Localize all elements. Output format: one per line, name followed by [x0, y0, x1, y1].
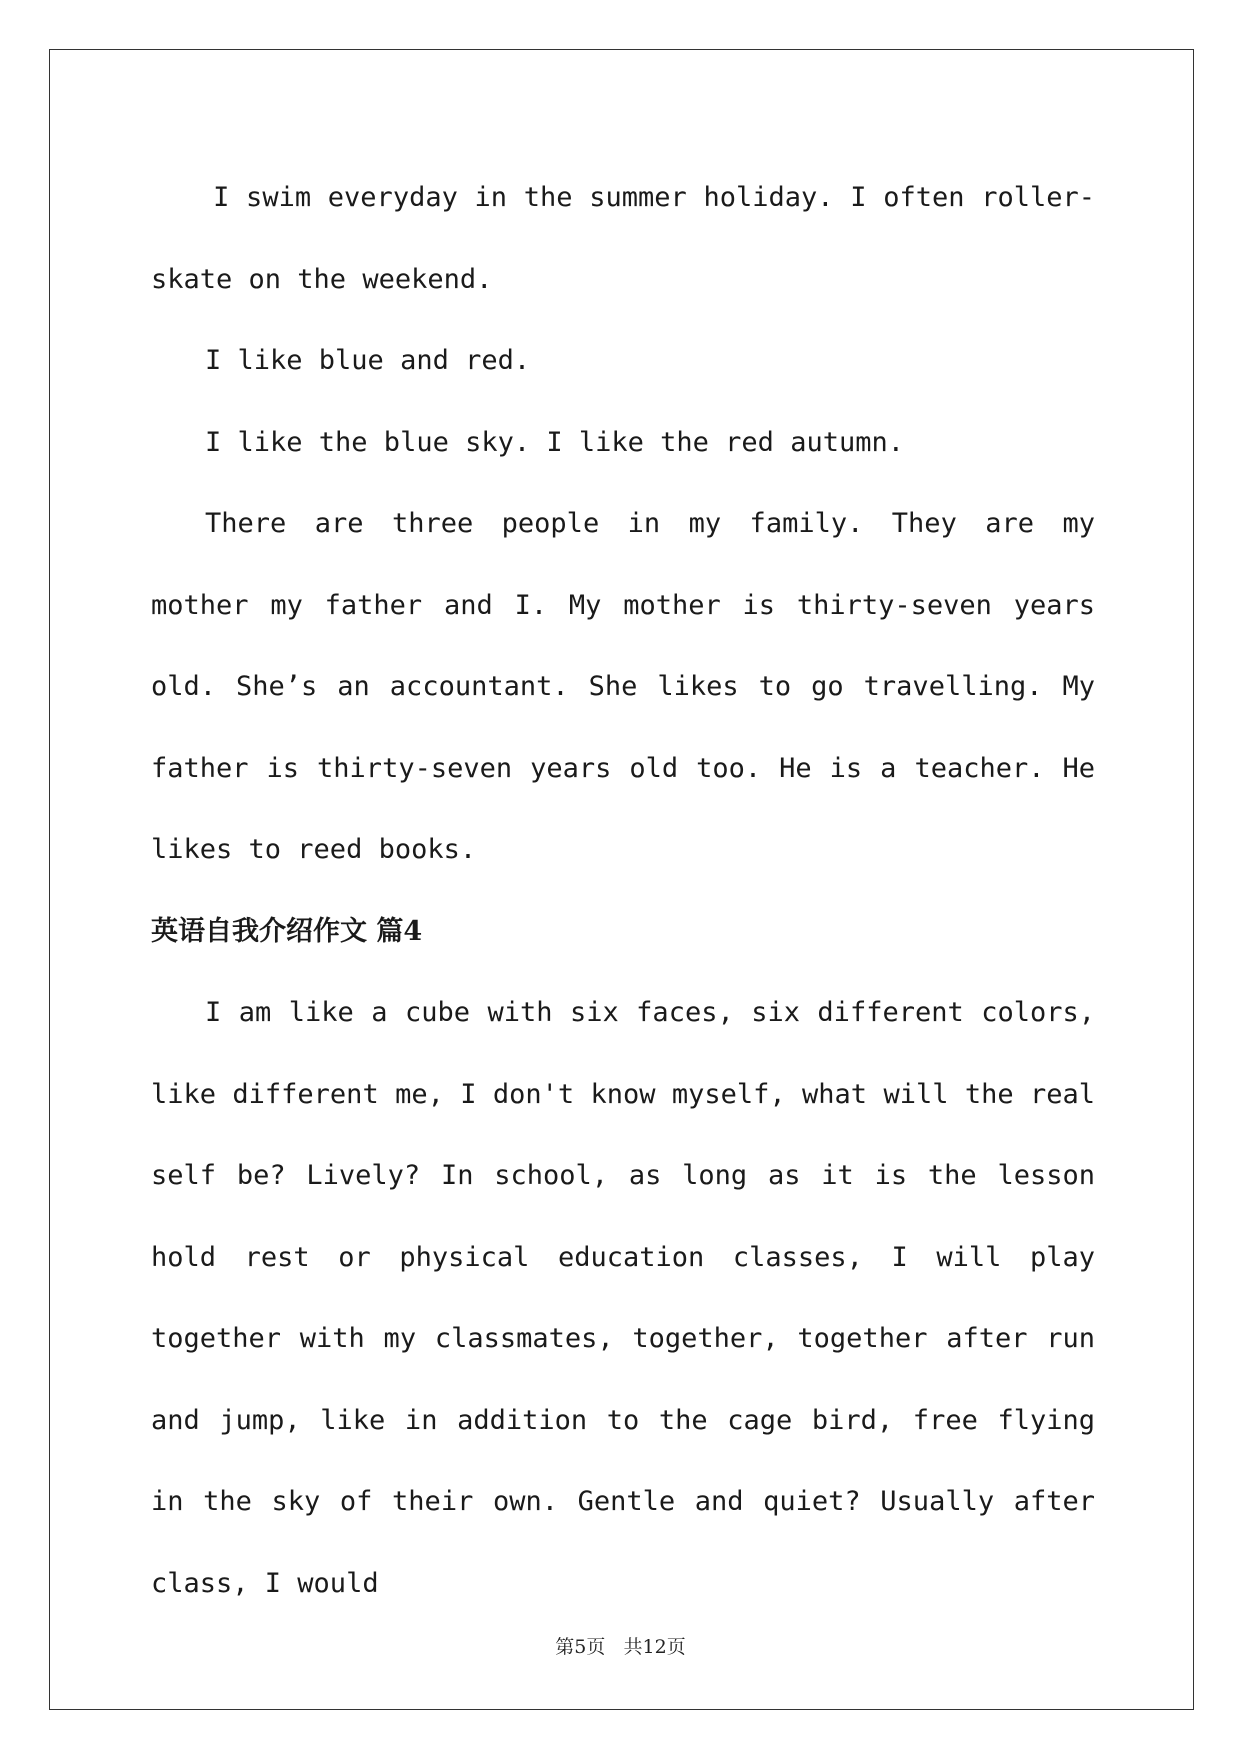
- page-number: 第5页: [555, 1636, 606, 1658]
- page-footer: [0, 1632, 1241, 1659]
- section-heading: 英语自我介绍作文 篇4: [151, 915, 423, 947]
- paragraph-cube: I am like a cube with six faces, six different colors, like different me, I don't know myself, what will the real self be? Lively? In school, as long as it is the lesson hold rest or physical education classes, I will play together with my classmates, together, together after run and jump, like in addition to the cage bird, free flying in the sky of their own. Gentle and quiet? Usually after class, I would: [151, 997, 1095, 1599]
- paragraph-family: There are three people in my family. They are my mother my father and I. My mother is thirty-seven years old. She’s an accountant. She likes to go travelling. My father is thirty-seven years old too. He is a teacher. He likes to reed books.: [151, 508, 1095, 865]
- document-body: [151, 157, 1095, 1624]
- paragraph-colors: I like blue and red.: [205, 345, 531, 376]
- page-total: 共12页: [623, 1636, 686, 1658]
- paragraph-swim: I swim everyday in the summer holiday. I often roller-skate on the weekend.: [151, 182, 1095, 295]
- paragraph-sky: I like the blue sky. I like the red autumn.: [205, 426, 904, 458]
